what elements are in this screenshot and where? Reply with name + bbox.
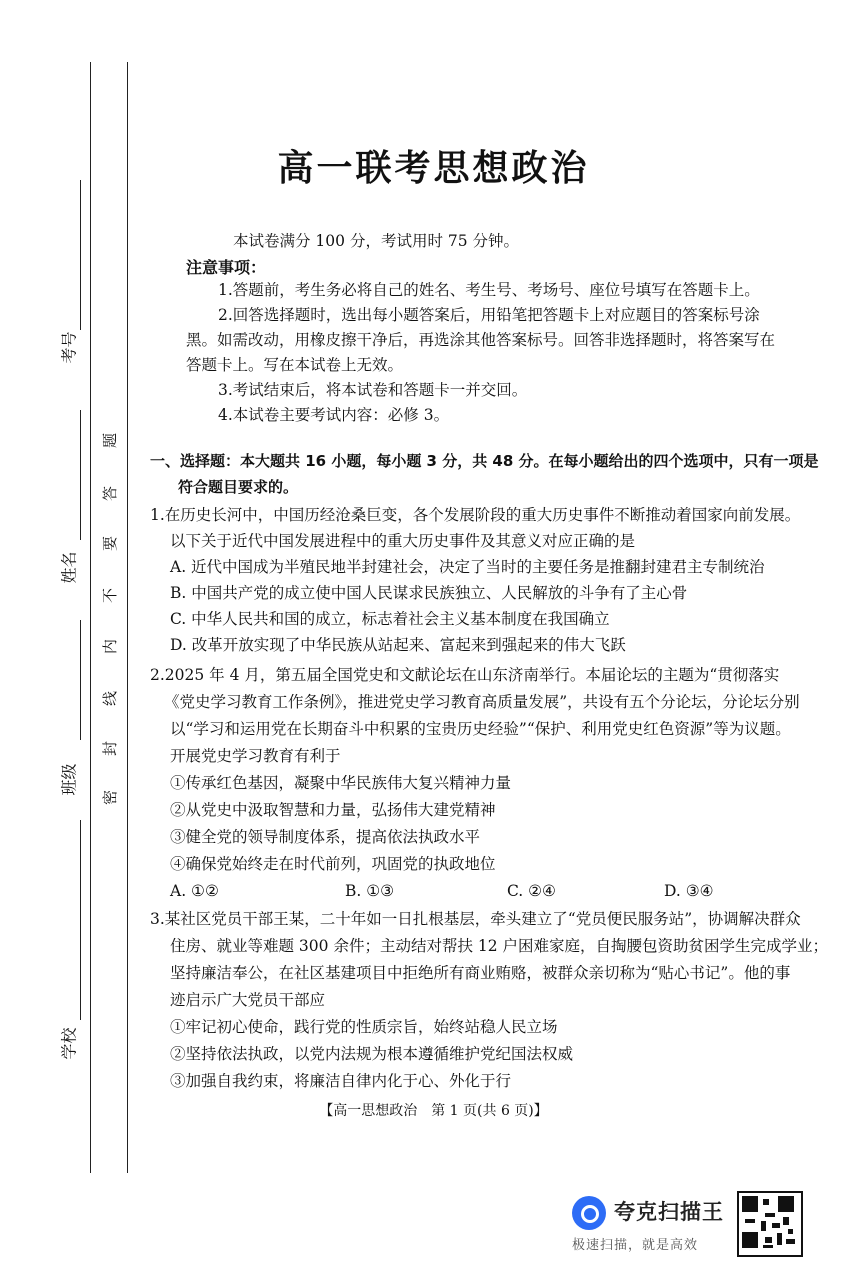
scanner-watermark (572, 1192, 737, 1252)
question-stem: 2.2025 年 4 月，第五届全国党史和文献论坛在山东济南举行。本届论坛的主题为“贯彻落实 (150, 666, 780, 684)
school-label: 学校 (59, 1027, 79, 1060)
seal-char: 不 (101, 587, 120, 604)
note-line: 2.回答选择题时，选出每小题答案后，用铅笔把答题卡上对应题目的答案标号涂 (218, 306, 760, 324)
question-stem: 迹启示广大党员干部应 (170, 991, 326, 1009)
question-stem: 住房、就业等难题 300 余件；主动结对帮扶 12 户困难家庭，自掏腰包资助贫困学生完成学业； (170, 937, 829, 955)
brand-name: 夸克扫描王 (614, 1200, 724, 1224)
seal-char: 题 (101, 432, 120, 449)
question-stem: 坚持廉洁奉公，在社区基建项目中拒绝所有商业贿赂，被群众亲切称为“贴心书记”。他的事 (170, 964, 791, 982)
seal-char: 密 (101, 789, 120, 806)
class-label: 班级 (59, 763, 79, 796)
seal-char: 线 (101, 690, 120, 707)
statement-item: ③加强自我约束，将廉洁自律内化于心、外化于行 (170, 1072, 512, 1090)
note-line: 4.本试卷主要考试内容：必修 3。 (218, 406, 450, 424)
name-line (80, 410, 81, 540)
question-stem: 以下关于近代中国发展进程中的重大历史事件及其意义对应正确的是 (170, 532, 636, 550)
seal-char: 内 (101, 638, 120, 655)
exam-number-line (80, 180, 81, 330)
exam-info: 本试卷满分 100 分，考试用时 75 分钟。 (233, 232, 520, 250)
option-a: A. 近代中国成为半殖民地半封建社会，决定了当时的主要任务是推翻封建君主专制统治 (170, 558, 765, 576)
notes-heading: 注意事项： (186, 258, 267, 277)
statement-item: ②坚持依法执政，以党内法规为根本遵循维护党纪国法权威 (170, 1045, 574, 1063)
question-stem: 1.在历史长河中，中国历经沧桑巨变，各个发展阶段的重大历史事件不断推动着国家向前发展。 (150, 506, 801, 524)
statement-item: ①牢记初心使命，践行党的性质宗旨，始终站稳人民立场 (170, 1018, 558, 1036)
class-line (80, 620, 81, 740)
question-stem: 《党史学习教育工作条例》，推进党史学习教育高质量发展”，共设有五个分论坛，分论坛分别 (164, 693, 800, 711)
note-line: 1.答题前，考生务必将自己的姓名、考生号、考场号、座位号填写在答题卡上。 (218, 281, 760, 299)
page-title: 高一联考思想政治 (277, 148, 590, 189)
statement-item: ④确保党始终走在时代前列，巩固党的执政地位 (170, 855, 496, 873)
brand-slogan: 极速扫描，就是高效 (572, 1238, 699, 1253)
question-stem: 开展党史学习教育有利于 (170, 747, 341, 765)
option-b: B. ①③ (345, 882, 395, 900)
option-d: D. 改革开放实现了中华民族从站起来、富起来到强起来的伟大飞跃 (170, 636, 626, 654)
page-footer: 【高一思想政治 第 1 页(共 6 页)】 (319, 1103, 548, 1119)
exam-number-label: 考号 (59, 331, 79, 364)
option-b: B. 中国共产党的成立使中国人民谋求民族独立、人民解放的斗争有了主心骨 (170, 584, 688, 602)
binding-line-outer (90, 62, 91, 1173)
seal-char: 封 (101, 740, 120, 757)
question-stem: 3.某社区党员干部王某，二十年如一日扎根基层，牵头建立了“党员便民服务站”，协调解决群众 (150, 910, 801, 928)
statement-item: ①传承红色基因，凝聚中华民族伟大复兴精神力量 (170, 774, 512, 792)
question-stem: 以“学习和运用党在长期奋斗中积累的宝贵历史经验”“保护、利用党史红色资源”等为议题。 (170, 720, 791, 738)
section-heading-cont: 符合题目要求的。 (178, 478, 299, 496)
option-c: C. 中华人民共和国的成立，标志着社会主义基本制度在我国确立 (170, 610, 610, 628)
name-label: 姓名 (59, 551, 79, 584)
qr-code-icon[interactable] (737, 1191, 803, 1257)
seal-char: 答 (101, 485, 120, 502)
seal-char: 要 (101, 535, 120, 552)
option-d: D. ③④ (664, 882, 714, 900)
section-heading: 一、选择题：本大题共 16 小题，每小题 3 分，共 48 分。在每小题给出的四个选项中，只有一项是 (150, 452, 819, 470)
binding-line-inner (127, 62, 128, 1173)
note-line: 3.考试结束后，将本试卷和答题卡一并交回。 (218, 381, 528, 399)
option-a: A. ①② (170, 882, 219, 900)
note-line: 黑。如需改动，用橡皮擦干净后，再选涂其他答案标号。回答非选择题时，将答案写在 (186, 331, 776, 349)
note-line: 答题卡上。写在本试卷上无效。 (186, 356, 404, 374)
statement-item: ②从党史中汲取智慧和力量，弘扬伟大建党精神 (170, 801, 496, 819)
option-c: C. ②④ (507, 882, 556, 900)
quark-logo-icon (572, 1196, 606, 1230)
statement-item: ③健全党的领导制度体系，提高依法执政水平 (170, 828, 481, 846)
school-line (80, 820, 81, 1020)
